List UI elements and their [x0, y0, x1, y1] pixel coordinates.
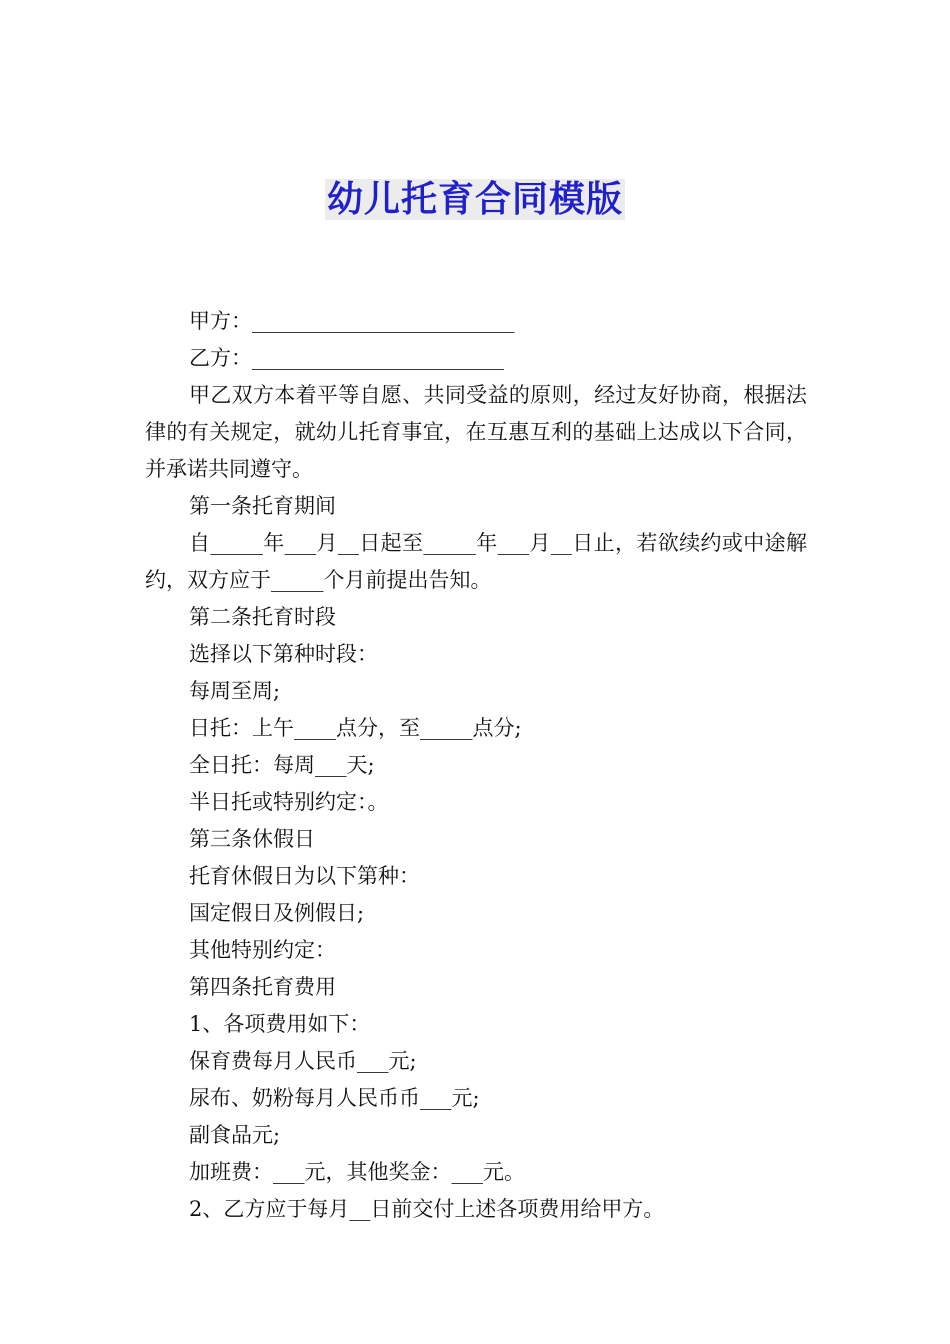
article-3-item: 其他特别约定：	[189, 938, 336, 962]
article-4-item: 2、乙方应于每月__日前交付上述各项费用给甲方。	[189, 1197, 665, 1221]
preamble-paragraph: 甲乙双方本着平等自愿、共同受益的原则，经过友好协商，根据法律的有关规定，就幼儿托育事宜，在互惠互利的基础上达成以下合同，并承诺共同遵守。	[145, 383, 807, 481]
article-2-heading: 第二条托育时段	[189, 605, 336, 629]
article-2-item: 半日托或特别约定：。	[189, 790, 389, 814]
article-4-item: 尿布、奶粉每月人民币币___元;	[189, 1086, 480, 1110]
document-body	[145, 303, 807, 1228]
party-a-line: 甲方：_________________________	[189, 309, 515, 333]
article-2-item: 全日托：每周___天;	[189, 753, 375, 777]
article-1-heading: 第一条托育期间	[189, 494, 336, 518]
document-title	[0, 178, 950, 222]
article-3-item: 国定假日及例假日;	[189, 901, 365, 925]
party-b-line: 乙方：________________________	[189, 346, 504, 370]
article-3-heading: 第三条休假日	[189, 827, 315, 851]
article-1-text: 自_____年___月__日起至_____年___月__日止，若欲续约或中途解约，双方应于_____个月前提出告知。	[145, 531, 807, 592]
article-3-text: 托育休假日为以下第种：	[189, 864, 420, 888]
article-4-item: 副食品元;	[189, 1123, 281, 1147]
article-4-heading: 第四条托育费用	[189, 975, 336, 999]
article-2-item: 日托：上午____点分，至_____点分;	[189, 716, 522, 740]
title-text: 幼儿托育合同模版	[326, 179, 623, 220]
article-4-item: 加班费：___元，其他奖金：___元。	[189, 1160, 525, 1184]
article-2-text: 选择以下第种时段：	[189, 642, 378, 666]
article-4-item: 1、各项费用如下：	[189, 1012, 371, 1036]
article-4-item: 保育费每月人民币___元;	[189, 1049, 417, 1073]
article-2-item: 每周至周;	[189, 679, 281, 703]
